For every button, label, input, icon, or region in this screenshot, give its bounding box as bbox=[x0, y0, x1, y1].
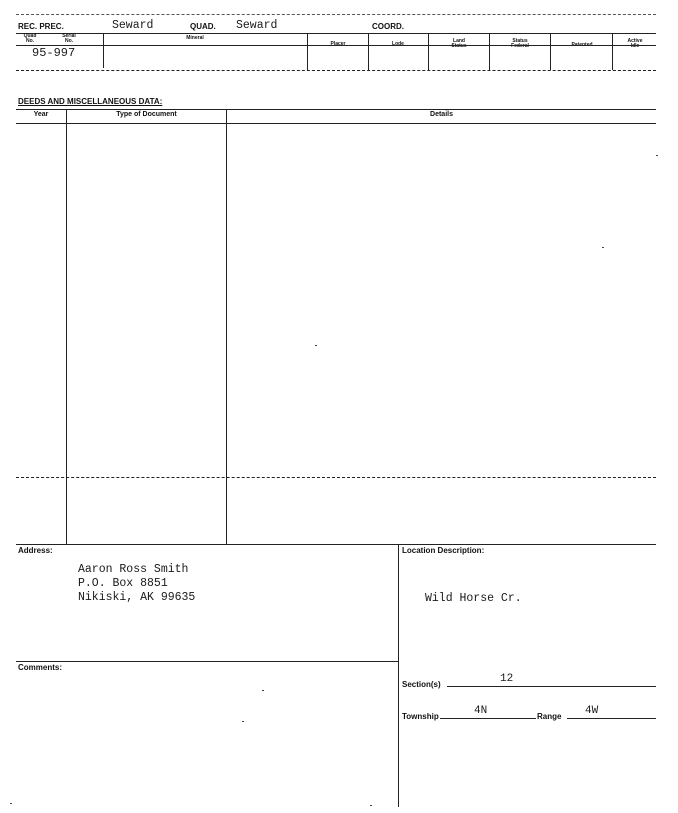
type-of-document-header: Type of Document bbox=[116, 111, 177, 118]
placer-label: Placer bbox=[330, 41, 346, 47]
scan-speck bbox=[262, 690, 264, 691]
header-divider-federal bbox=[489, 33, 490, 70]
header-divider-lode bbox=[368, 33, 369, 70]
section-underline bbox=[447, 686, 656, 687]
scan-speck bbox=[656, 155, 658, 156]
rec-prec-label: REC. PREC. bbox=[18, 22, 64, 31]
deeds-top-line bbox=[16, 109, 656, 110]
township-label: Township bbox=[402, 712, 439, 721]
mineral-label: Mineral bbox=[186, 35, 204, 41]
scan-speck bbox=[10, 803, 12, 804]
address-line-1: Aaron Ross Smith bbox=[78, 563, 189, 576]
scan-speck bbox=[602, 247, 604, 248]
header-bottom-dashed bbox=[16, 70, 656, 71]
header-line-1 bbox=[16, 33, 656, 34]
scan-speck bbox=[242, 721, 244, 722]
active-idle-label: Active Idle bbox=[627, 38, 643, 49]
location-description-label: Location Description: bbox=[402, 546, 485, 555]
header-divider-patented bbox=[550, 33, 551, 70]
quad-serial-value: 95-997 bbox=[32, 46, 76, 60]
header-divider-mineral bbox=[103, 33, 104, 68]
township-value: 4N bbox=[474, 705, 488, 717]
section-value: 12 bbox=[500, 673, 514, 685]
deeds-dashed-line bbox=[16, 477, 656, 478]
quad-label: QUAD. bbox=[190, 22, 216, 31]
section-label: Section(s) bbox=[402, 680, 441, 689]
serial-no-label: Serial No. bbox=[62, 33, 76, 44]
quad-no-label: Quad No. bbox=[23, 33, 37, 44]
range-underline bbox=[567, 718, 656, 719]
scan-speck bbox=[315, 345, 317, 346]
comments-top-line bbox=[16, 661, 398, 662]
township-underline bbox=[440, 718, 536, 719]
quad-value: Seward bbox=[236, 19, 278, 32]
address-top-line bbox=[16, 544, 656, 545]
comments-label: Comments: bbox=[18, 663, 63, 672]
location-description-value: Wild Horse Cr. bbox=[425, 592, 522, 605]
details-column-header: Details bbox=[430, 111, 453, 118]
address-label: Address: bbox=[18, 546, 53, 555]
range-value: 4W bbox=[585, 705, 599, 717]
coord-label: COORD. bbox=[372, 22, 404, 31]
status-federal-label: Status Federal bbox=[511, 38, 529, 49]
header-divider-land bbox=[428, 33, 429, 70]
deeds-title: DEEDS AND MISCELLANEOUS DATA: bbox=[18, 97, 163, 106]
range-label: Range bbox=[537, 712, 562, 721]
header-top-line bbox=[16, 14, 656, 15]
deeds-divider-type bbox=[226, 109, 227, 544]
lode-label: Lode bbox=[392, 41, 404, 47]
rec-prec-value: Seward bbox=[112, 19, 154, 32]
header-divider-placer bbox=[307, 33, 308, 70]
patented-label: Patented bbox=[571, 42, 593, 48]
header-divider-active bbox=[612, 33, 613, 70]
address-line-2: P.O. Box 8851 bbox=[78, 577, 168, 590]
address-line-3: Nikiski, AK 99635 bbox=[78, 591, 196, 604]
scan-speck bbox=[370, 805, 372, 806]
location-divider bbox=[398, 544, 399, 807]
land-status-label: Land Status bbox=[451, 38, 467, 49]
year-column-header: Year bbox=[33, 111, 49, 118]
deeds-divider-year bbox=[66, 109, 67, 544]
deeds-header-line bbox=[16, 123, 656, 124]
